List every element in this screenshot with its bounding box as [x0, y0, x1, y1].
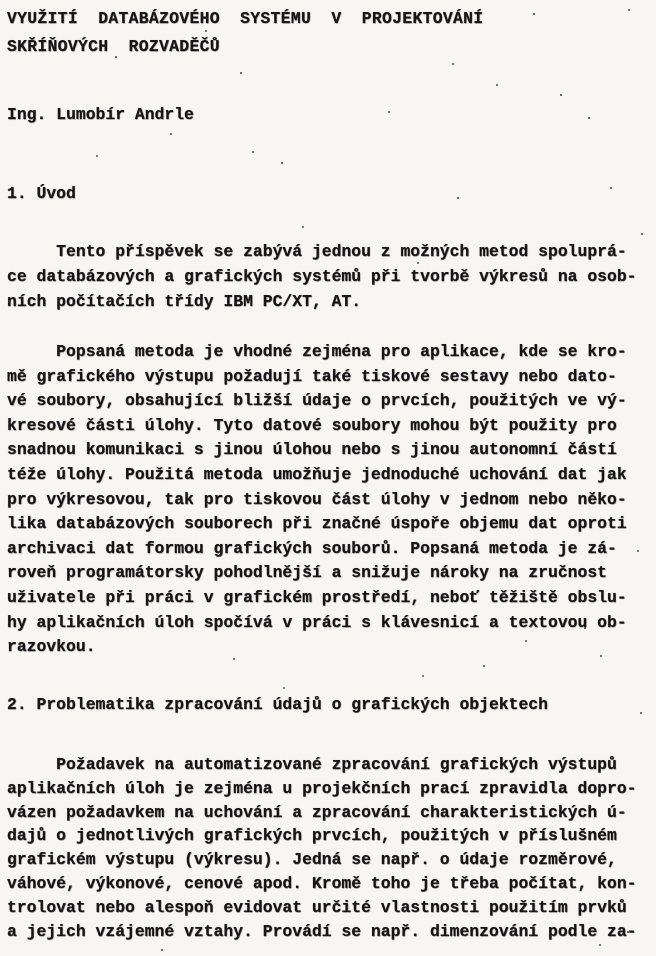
text-line: váhové, výkonové, cenové apod. Kromě toho je třeba počítat, kon- — [7, 873, 637, 893]
text-line: uživatele při práci v grafickém prostředí, neboť těžiště obslu- — [7, 587, 627, 607]
text-line: roveň programátorsky pohodlnější a snižuje nároky na zručnost — [7, 563, 607, 583]
text-line: téže úlohy. Použitá metoda umožňuje jednoduché uchování dat jak — [7, 464, 627, 484]
text-line: vázen požadavkem na uchování a zpracování charakteristických ú- — [7, 802, 627, 822]
section-2-paragraph-1 — [7, 753, 656, 943]
text-line: a jejich vzájemné vztahy. Provádí se např. dimenzování podle za- — [7, 921, 637, 941]
text-line: grafickém výstupu (výkresu). Jedná se např. o údaje rozměrové, — [7, 850, 617, 870]
section-1-heading: 1. Úvod — [7, 184, 76, 203]
text-line: pro výkresovou, tak pro tiskovou část úlohy v jednom nebo něko- — [7, 489, 627, 509]
text-line: lika databázových souborech při značné úspoře objemu dat oproti — [7, 514, 627, 534]
title-line-1: VYUŽITÍ DATABÁZOVÉHO SYSTÉMU V PROJEKTOVÁNÍ — [7, 9, 484, 28]
text-line: Požadavek na automatizované zpracování grafických výstupů — [7, 755, 617, 774]
text-line: snadnou komunikaci s jinou úlohou nebo s jinou autonomní částí — [7, 440, 617, 460]
section-1-paragraph-1 — [7, 239, 656, 314]
text-line: aplikačních úloh je zejména u projekčních prací zpravidla dopro- — [7, 778, 637, 798]
text-line: mě grafického výstupu požadují také tiskové sestavy nebo dato- — [7, 366, 617, 386]
text-line: vé soubory, obsahující bližší údaje o prvcích, použitých ve vý- — [7, 391, 627, 411]
text-line: trolovat nebo alespoň evidovat určité vlastnosti použitím prvků — [7, 897, 627, 917]
document-title — [7, 5, 656, 60]
section-2-heading: 2. Problematika zpracování údajů o grafických objektech — [7, 695, 548, 714]
text-line: kresové části úlohy. Tyto datové soubory mohou být použity pro — [7, 415, 617, 435]
text-line: razovkou. — [7, 637, 96, 657]
author-line: Ing. Lumobír Andrle — [7, 105, 194, 124]
scan-noise-speckles — [0, 0, 2, 2]
text-line: hy aplikačních úloh spočívá v práci s klávesnicí a textovou ob- — [7, 612, 627, 632]
section-1-paragraph-2 — [7, 340, 656, 660]
text-line: ce databázových a grafických systémů při tvorbě výkresů na osob- — [7, 267, 637, 286]
text-line: ních počítačích třídy IBM PC/XT, AT. — [7, 292, 362, 311]
text-line: archivaci dat formou grafických souborů. Popsaná metoda je zá- — [7, 538, 617, 558]
text-line: Tento příspěvek se zabývá jednou z možných metod spoluprá- — [7, 242, 627, 261]
text-line: Popsaná metoda je vhodné zejména pro aplikace, kde se kro- — [7, 342, 627, 361]
title-line-2: SKŘÍŇOVÝCH ROZVADĚČŮ — [7, 36, 220, 56]
text-line: dajů o jednotlivých grafických prvcích, použitých v příslušném — [7, 826, 617, 846]
